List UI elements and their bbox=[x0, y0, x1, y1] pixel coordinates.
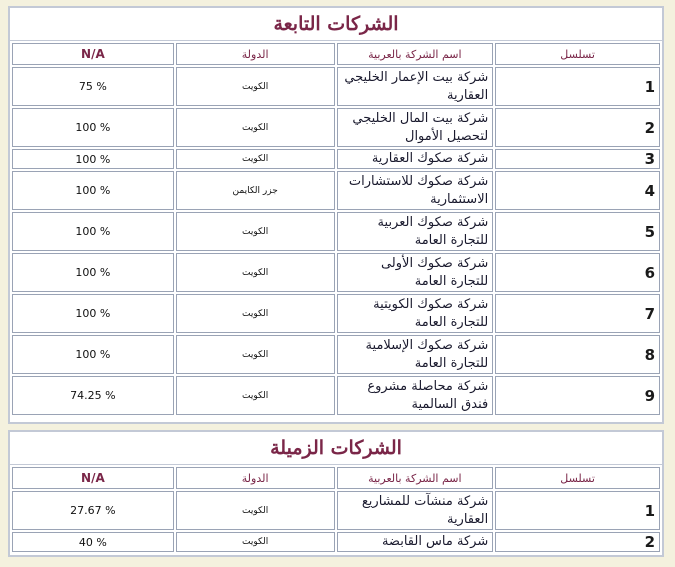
row-country: الكويت bbox=[176, 491, 335, 530]
row-country: الكويت bbox=[176, 108, 335, 147]
row-company-name: شركة صكوك الكويتية للتجارة العامة bbox=[337, 294, 494, 333]
row-share: 100 % bbox=[12, 335, 174, 374]
row-company-name: شركة صكوك للاستشارات الاستثمارية bbox=[337, 171, 494, 210]
table-row bbox=[12, 335, 660, 374]
row-country: الكويت bbox=[176, 335, 335, 374]
row-country: الكويت bbox=[176, 212, 335, 251]
row-share: 74.25 % bbox=[12, 376, 174, 415]
row-country: الكويت bbox=[176, 294, 335, 333]
row-share: 100 % bbox=[12, 149, 174, 169]
row-company-name: شركة منشآت للمشاريع العقارية bbox=[337, 491, 494, 530]
header-serial: تسلسل bbox=[495, 43, 660, 65]
row-company-name: شركة بيت المال الخليجي لتحصيل الأموال bbox=[337, 108, 494, 147]
row-serial: 1 bbox=[495, 491, 660, 530]
row-share: 75 % bbox=[12, 67, 174, 106]
row-share: 100 % bbox=[12, 108, 174, 147]
table-row bbox=[12, 108, 660, 147]
row-serial: 3 bbox=[495, 149, 660, 169]
table-row bbox=[12, 491, 660, 530]
row-company-name: شركة صكوك الأولى للتجارة العامة bbox=[337, 253, 494, 292]
row-serial: 1 bbox=[495, 67, 660, 106]
row-share: 40 % bbox=[12, 532, 174, 552]
subsidiaries-table bbox=[10, 41, 662, 417]
associates-title: الشركات الزميلة bbox=[10, 432, 662, 465]
row-share: 100 % bbox=[12, 294, 174, 333]
associates-table bbox=[10, 465, 662, 554]
row-share: 100 % bbox=[12, 212, 174, 251]
row-serial: 8 bbox=[495, 335, 660, 374]
table-row bbox=[12, 171, 660, 210]
table-row bbox=[12, 149, 660, 169]
table-row bbox=[12, 532, 660, 552]
table-header-row bbox=[12, 467, 660, 489]
row-share: 27.67 % bbox=[12, 491, 174, 530]
table-row bbox=[12, 253, 660, 292]
row-serial: 7 bbox=[495, 294, 660, 333]
row-serial: 6 bbox=[495, 253, 660, 292]
row-country: الكويت bbox=[176, 532, 335, 552]
row-company-name: شركة صكوك العقارية bbox=[337, 149, 494, 169]
header-country: الدولة bbox=[176, 467, 335, 489]
subsidiaries-panel bbox=[8, 6, 664, 424]
associates-panel bbox=[8, 430, 664, 557]
row-country: الكويت bbox=[176, 67, 335, 106]
header-name-ar: اسم الشركة بالعربية bbox=[337, 467, 494, 489]
row-company-name: شركة صكوك العربية للتجارة العامة bbox=[337, 212, 494, 251]
row-company-name: شركة ماس القابضة bbox=[337, 532, 494, 552]
table-row bbox=[12, 212, 660, 251]
row-serial: 9 bbox=[495, 376, 660, 415]
row-country: الكويت bbox=[176, 376, 335, 415]
row-share: 100 % bbox=[12, 171, 174, 210]
row-serial: 2 bbox=[495, 532, 660, 552]
table-row bbox=[12, 67, 660, 106]
table-row bbox=[12, 376, 660, 415]
row-country: الكويت bbox=[176, 253, 335, 292]
header-name-ar: اسم الشركة بالعربية bbox=[337, 43, 494, 65]
row-company-name: شركة محاصلة مشروع فندق السالمية bbox=[337, 376, 494, 415]
table-row bbox=[12, 294, 660, 333]
row-company-name: شركة بيت الإعمار الخليجي العقارية bbox=[337, 67, 494, 106]
header-country: الدولة bbox=[176, 43, 335, 65]
row-share: 100 % bbox=[12, 253, 174, 292]
table-header-row bbox=[12, 43, 660, 65]
row-serial: 5 bbox=[495, 212, 660, 251]
row-serial: 4 bbox=[495, 171, 660, 210]
header-na: N/A bbox=[12, 43, 174, 65]
row-serial: 2 bbox=[495, 108, 660, 147]
row-country: جزر الكايمن bbox=[176, 171, 335, 210]
row-company-name: شركة صكوك الإسلامية للتجارة العامة bbox=[337, 335, 494, 374]
header-na: N/A bbox=[12, 467, 174, 489]
row-country: الكويت bbox=[176, 149, 335, 169]
subsidiaries-title: الشركات التابعة bbox=[10, 8, 662, 41]
header-serial: تسلسل bbox=[495, 467, 660, 489]
